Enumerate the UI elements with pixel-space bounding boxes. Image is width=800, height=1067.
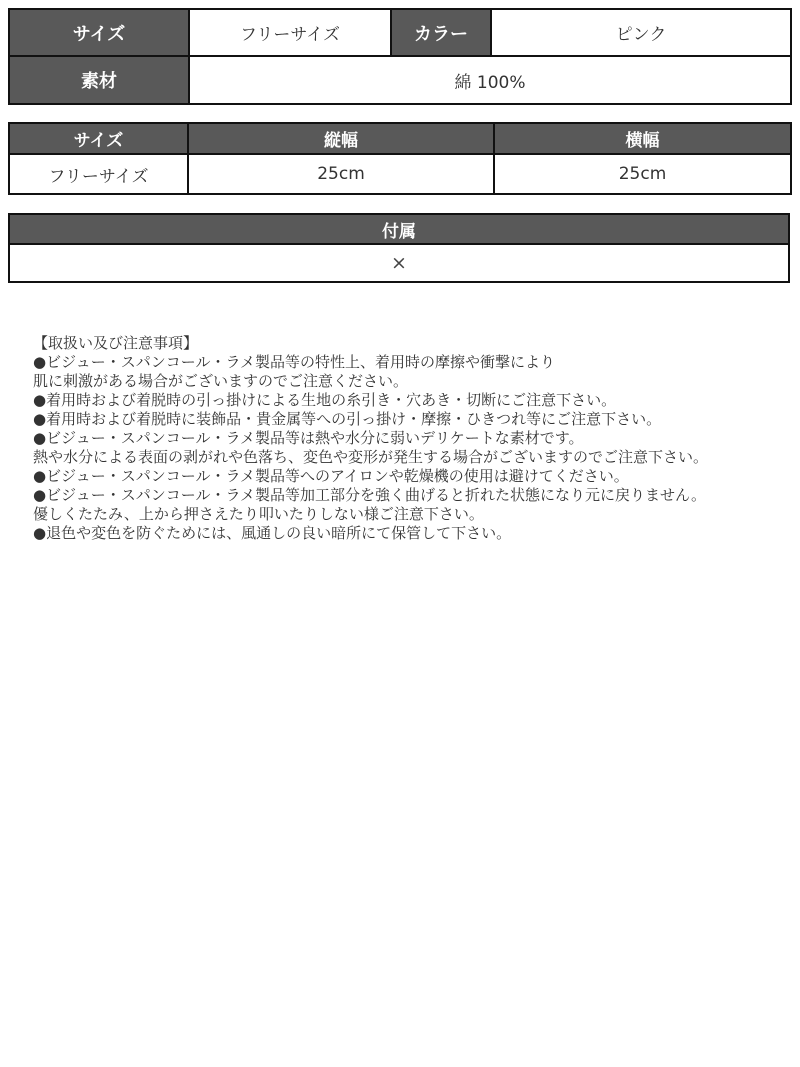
handling-note-line: ●ビジュー・スパンコール・ラメ製品等へのアイロンや乾燥機の使用は避けてください。 <box>33 467 629 485</box>
dimension-header-row <box>9 123 791 154</box>
spec-size-label: サイズ <box>9 9 189 56</box>
dimension-size-value: フリーサイズ <box>9 154 188 194</box>
handling-notes-title: 【取扱い及び注意事項】 <box>33 334 199 352</box>
accessory-data-row <box>9 244 789 282</box>
dimension-data-row <box>9 154 791 194</box>
spec-size-value: フリーサイズ <box>189 9 391 56</box>
spec-material-label: 素材 <box>9 56 189 104</box>
handling-note-line: ●退色や変色を防ぐためには、風通しの良い暗所にて保管して下さい。 <box>33 524 512 542</box>
handling-note-line: 熱や水分による表面の剥がれや色落ち、変色や変形が発生する場合がございますのでご注意下さい。 <box>33 448 709 466</box>
spec-color-label: カラー <box>391 9 491 56</box>
spec-material-value: 綿 100% <box>189 56 791 104</box>
dimension-col-height: 縦幅 <box>188 123 494 154</box>
spec-row-material <box>9 56 791 104</box>
handling-notes <box>33 334 790 543</box>
handling-note-line: ●着用時および着脱時に装飾品・貴金属等への引っ掛け・摩擦・ひきつれ等にご注意下さい。 <box>33 410 662 428</box>
spec-table <box>8 8 792 105</box>
dimension-width-value: 25cm <box>494 154 791 194</box>
handling-note-line: ●ビジュー・スパンコール・ラメ製品等は熱や水分に弱いデリケートな素材です。 <box>33 429 584 447</box>
dimension-height-value: 25cm <box>188 154 494 194</box>
spec-row-size-color <box>9 9 791 56</box>
accessory-header-row <box>9 214 789 244</box>
accessory-table <box>8 213 790 283</box>
handling-note-line: ●着用時および着脱時の引っ掛けによる生地の糸引き・穴あき・切断にご注意下さい。 <box>33 391 617 409</box>
dimension-table <box>8 122 792 195</box>
accessory-value: × <box>9 244 789 282</box>
dimension-col-size: サイズ <box>9 123 188 154</box>
handling-note-line: ●ビジュー・スパンコール・ラメ製品等の特性上、着用時の摩擦や衝撃により <box>33 353 556 371</box>
handling-note-line: 優しくたたみ、上から押さえたり叩いたりしない様ご注意下さい。 <box>33 505 484 523</box>
dimension-col-width: 横幅 <box>494 123 791 154</box>
handling-note-line: ●ビジュー・スパンコール・ラメ製品等加工部分を強く曲げると折れた状態になり元に戻りません。 <box>33 486 706 504</box>
spec-color-value: ピンク <box>491 9 791 56</box>
handling-note-line: 肌に刺激がある場合がございますのでご注意ください。 <box>33 372 409 390</box>
accessory-header: 付属 <box>9 214 789 244</box>
